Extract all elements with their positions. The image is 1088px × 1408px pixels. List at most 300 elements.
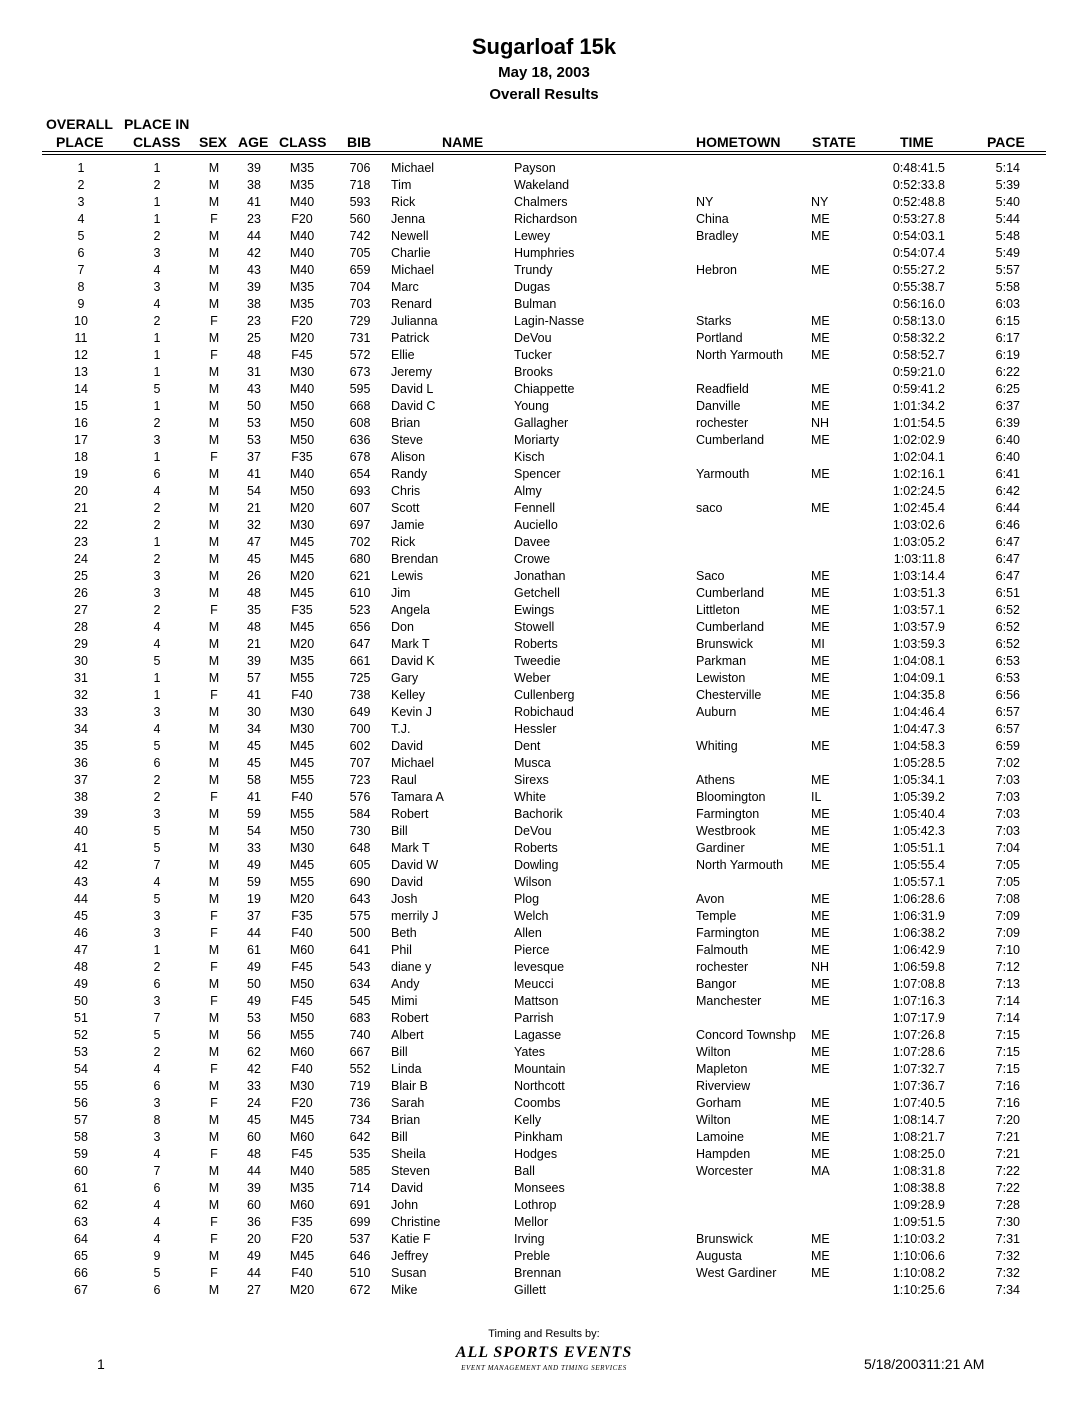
cell-hometown: rochester	[696, 416, 749, 430]
cell-bib: 680	[349, 552, 371, 566]
cell-class: M60	[289, 1130, 315, 1144]
cell-age: 58	[247, 773, 261, 787]
table-row	[0, 194, 1088, 211]
table-row	[0, 398, 1088, 415]
cell-age: 44	[247, 229, 261, 243]
table-row	[0, 1282, 1088, 1299]
cell-class: M30	[289, 705, 315, 719]
cell-sex: F	[210, 314, 218, 328]
cell-time: 0:58:13.0	[892, 314, 945, 328]
cell-place: 26	[74, 586, 88, 600]
cell-time: 1:08:25.0	[892, 1147, 945, 1161]
cell-pace: 7:22	[995, 1181, 1020, 1195]
cell-last-name: Mountain	[514, 1062, 566, 1076]
cell-time: 1:06:28.6	[892, 892, 945, 906]
cell-sex: M	[208, 1164, 220, 1178]
col-header-age: AGE	[238, 134, 269, 150]
cell-class-place: 1	[153, 535, 161, 549]
cell-place: 11	[74, 331, 88, 345]
cell-age: 20	[247, 1232, 261, 1246]
table-row	[0, 551, 1088, 568]
cell-bib: 634	[349, 977, 371, 991]
cell-last-name: Allen	[514, 926, 542, 940]
cell-class-place: 3	[153, 569, 161, 583]
cell-sex: M	[208, 229, 220, 243]
cell-time: 0:52:48.8	[892, 195, 945, 209]
cell-sex: M	[208, 1079, 220, 1093]
cell-time: 0:59:41.2	[892, 382, 945, 396]
brand-tagline: EVENT MANAGEMENT AND TIMING SERVICES	[461, 1364, 627, 1372]
cell-pace: 6:42	[995, 484, 1020, 498]
cell-first-name: Angela	[391, 603, 430, 617]
cell-hometown: Manchester	[696, 994, 762, 1008]
cell-pace: 7:03	[995, 824, 1020, 838]
cell-class: M30	[289, 722, 315, 736]
cell-bib: 537	[349, 1232, 371, 1246]
cell-state: ME	[811, 1147, 830, 1161]
cell-time: 0:58:52.7	[892, 348, 945, 362]
cell-bib: 510	[349, 1266, 371, 1280]
cell-time: 1:07:17.9	[892, 1011, 945, 1025]
cell-first-name: Steve	[391, 433, 423, 447]
cell-bib: 704	[349, 280, 371, 294]
cell-bib: 500	[349, 926, 371, 940]
cell-pace: 6:37	[995, 399, 1020, 413]
cell-time: 1:06:59.8	[892, 960, 945, 974]
table-row	[0, 1112, 1088, 1129]
timing-credit: Timing and Results by:	[488, 1328, 600, 1340]
table-row	[0, 1248, 1088, 1265]
cell-pace: 5:14	[995, 161, 1020, 175]
cell-first-name: Randy	[391, 467, 428, 481]
cell-age: 43	[247, 263, 261, 277]
cell-class: M40	[289, 263, 315, 277]
cell-class: F35	[291, 1215, 313, 1229]
cell-place: 41	[74, 841, 88, 855]
cell-last-name: Young	[514, 399, 549, 413]
col-header-place-in: PLACE IN	[124, 116, 190, 132]
cell-pace: 6:40	[995, 433, 1020, 447]
cell-age: 38	[247, 297, 261, 311]
cell-class-place: 7	[153, 1164, 161, 1178]
table-row	[0, 1265, 1088, 1282]
cell-pace: 7:15	[995, 1045, 1020, 1059]
cell-age: 41	[247, 688, 261, 702]
cell-bib: 545	[349, 994, 371, 1008]
cell-first-name: Bill	[391, 1045, 408, 1059]
table-row	[0, 585, 1088, 602]
cell-bib: 718	[349, 178, 371, 192]
cell-age: 61	[247, 943, 261, 957]
cell-class-place: 1	[153, 161, 161, 175]
cell-first-name: Jenna	[391, 212, 426, 226]
cell-class-place: 3	[153, 705, 161, 719]
cell-class-place: 3	[153, 433, 161, 447]
cell-class: M55	[289, 875, 315, 889]
cell-age: 48	[247, 586, 261, 600]
cell-hometown: Bangor	[696, 977, 737, 991]
cell-pace: 5:49	[995, 246, 1020, 260]
cell-first-name: Robert	[391, 807, 429, 821]
cell-place: 8	[77, 280, 85, 294]
cell-last-name: Pierce	[514, 943, 550, 957]
cell-last-name: Brooks	[514, 365, 553, 379]
cell-bib: 602	[349, 739, 371, 753]
cell-bib: 678	[349, 450, 371, 464]
cell-bib: 723	[349, 773, 371, 787]
cell-first-name: Linda	[391, 1062, 422, 1076]
cell-sex: M	[208, 977, 220, 991]
cell-place: 62	[74, 1198, 88, 1212]
cell-time: 1:06:42.9	[892, 943, 945, 957]
cell-pace: 7:09	[995, 909, 1020, 923]
cell-class: M20	[289, 569, 315, 583]
cell-time: 1:07:32.7	[892, 1062, 945, 1076]
cell-hometown: saco	[696, 501, 723, 515]
cell-class-place: 7	[153, 858, 161, 872]
cell-class: M45	[289, 586, 315, 600]
cell-state: ME	[811, 467, 830, 481]
cell-first-name: Michael	[391, 756, 435, 770]
cell-time: 1:02:24.5	[892, 484, 945, 498]
cell-last-name: Sirexs	[514, 773, 549, 787]
cell-place: 10	[74, 314, 88, 328]
cell-pace: 6:47	[995, 552, 1020, 566]
cell-place: 31	[74, 671, 88, 685]
cell-class-place: 6	[153, 467, 161, 481]
cell-class-place: 3	[153, 926, 161, 940]
table-row	[0, 1197, 1088, 1214]
cell-time: 1:05:34.1	[892, 773, 945, 787]
cell-class: M45	[289, 535, 315, 549]
cell-last-name: Payson	[514, 161, 556, 175]
cell-pace: 6:47	[995, 535, 1020, 549]
cell-place: 36	[74, 756, 88, 770]
cell-class-place: 1	[153, 365, 161, 379]
cell-pace: 7:14	[995, 1011, 1020, 1025]
cell-state: ME	[811, 909, 830, 923]
cell-time: 1:10:08.2	[892, 1266, 945, 1280]
cell-class-place: 4	[153, 875, 161, 889]
cell-last-name: Lagasse	[514, 1028, 562, 1042]
cell-first-name: David K	[391, 654, 435, 668]
table-row	[0, 976, 1088, 993]
cell-state: ME	[811, 569, 830, 583]
table-row	[0, 160, 1088, 177]
cell-state: ME	[811, 858, 830, 872]
cell-bib: 643	[349, 892, 371, 906]
cell-hometown: Portland	[696, 331, 743, 345]
cell-bib: 593	[349, 195, 371, 209]
cell-class: M30	[289, 841, 315, 855]
cell-place: 53	[74, 1045, 88, 1059]
cell-pace: 7:03	[995, 807, 1020, 821]
cell-time: 1:03:59.3	[892, 637, 945, 651]
cell-time: 1:08:21.7	[892, 1130, 945, 1144]
cell-time: 1:10:03.2	[892, 1232, 945, 1246]
cell-age: 49	[247, 1249, 261, 1263]
cell-sex: M	[208, 178, 220, 192]
cell-sex: M	[208, 722, 220, 736]
cell-class: M50	[289, 433, 315, 447]
cell-class: M40	[289, 1164, 315, 1178]
cell-time: 1:03:05.2	[892, 535, 945, 549]
cell-age: 42	[247, 1062, 261, 1076]
cell-age: 38	[247, 178, 261, 192]
table-row	[0, 313, 1088, 330]
cell-class-place: 4	[153, 722, 161, 736]
cell-sex: M	[208, 858, 220, 872]
cell-place: 19	[74, 467, 88, 481]
cell-hometown: rochester	[696, 960, 749, 974]
cell-sex: M	[208, 569, 220, 583]
cell-class: M50	[289, 977, 315, 991]
cell-first-name: Newell	[391, 229, 429, 243]
cell-class-place: 6	[153, 1079, 161, 1093]
cell-bib: 738	[349, 688, 371, 702]
cell-time: 1:05:55.4	[892, 858, 945, 872]
cell-first-name: Phil	[391, 943, 412, 957]
cell-place: 63	[74, 1215, 88, 1229]
cell-bib: 610	[349, 586, 371, 600]
cell-last-name: Spencer	[514, 467, 561, 481]
cell-class-place: 6	[153, 756, 161, 770]
cell-bib: 705	[349, 246, 371, 260]
cell-last-name: Lagin-Nasse	[514, 314, 585, 328]
col-header-bib: BIB	[347, 134, 372, 150]
cell-state: ME	[811, 688, 830, 702]
table-row	[0, 432, 1088, 449]
cell-first-name: Chris	[391, 484, 421, 498]
cell-class: M45	[289, 552, 315, 566]
cell-state: ME	[811, 1113, 830, 1127]
cell-class-place: 2	[153, 552, 161, 566]
cell-class-place: 1	[153, 331, 161, 345]
table-row	[0, 619, 1088, 636]
cell-sex: M	[208, 671, 220, 685]
cell-pace: 6:25	[995, 382, 1020, 396]
cell-state: ME	[811, 773, 830, 787]
cell-first-name: Susan	[391, 1266, 427, 1280]
cell-class: F45	[291, 960, 313, 974]
cell-last-name: Preble	[514, 1249, 551, 1263]
cell-pace: 6:40	[995, 450, 1020, 464]
cell-class: F20	[291, 1232, 313, 1246]
cell-pace: 6:41	[995, 467, 1020, 481]
cell-last-name: Yates	[514, 1045, 546, 1059]
cell-bib: 707	[349, 756, 371, 770]
cell-place: 50	[74, 994, 88, 1008]
cell-bib: 607	[349, 501, 371, 515]
cell-first-name: David C	[391, 399, 436, 413]
cell-first-name: Lewis	[391, 569, 423, 583]
cell-last-name: Kisch	[514, 450, 545, 464]
cell-last-name: Mattson	[514, 994, 559, 1008]
cell-bib: 697	[349, 518, 371, 532]
cell-last-name: Irving	[514, 1232, 545, 1246]
cell-age: 31	[247, 365, 261, 379]
cell-hometown: Worcester	[696, 1164, 753, 1178]
cell-age: 54	[247, 484, 261, 498]
cell-sex: F	[210, 790, 218, 804]
cell-state: ME	[811, 739, 830, 753]
table-row	[0, 211, 1088, 228]
table-row	[0, 1129, 1088, 1146]
cell-class: M40	[289, 246, 315, 260]
cell-time: 1:06:31.9	[892, 909, 945, 923]
cell-class-place: 6	[153, 1283, 161, 1297]
cell-last-name: Dowling	[514, 858, 559, 872]
table-row	[0, 687, 1088, 704]
cell-sex: F	[210, 450, 218, 464]
cell-pace: 6:59	[995, 739, 1020, 753]
cell-hometown: Littleton	[696, 603, 740, 617]
cell-pace: 5:48	[995, 229, 1020, 243]
cell-time: 1:08:14.7	[892, 1113, 945, 1127]
cell-age: 49	[247, 994, 261, 1008]
cell-pace: 6:52	[995, 637, 1020, 651]
cell-bib: 552	[349, 1062, 371, 1076]
cell-class-place: 1	[153, 450, 161, 464]
cell-place: 7	[77, 263, 85, 277]
cell-place: 13	[74, 365, 88, 379]
cell-age: 44	[247, 1164, 261, 1178]
cell-sex: M	[208, 382, 220, 396]
cell-age: 47	[247, 535, 261, 549]
cell-time: 1:07:28.6	[892, 1045, 945, 1059]
col-header-pace: PACE	[987, 134, 1025, 150]
cell-class: M45	[289, 858, 315, 872]
cell-last-name: Monsees	[514, 1181, 565, 1195]
table-row	[0, 874, 1088, 891]
cell-time: 1:10:25.6	[892, 1283, 945, 1297]
page-title: Sugarloaf 15k	[471, 34, 617, 59]
cell-time: 1:04:47.3	[892, 722, 945, 736]
cell-state: ME	[811, 943, 830, 957]
cell-first-name: diane y	[391, 960, 432, 974]
cell-class-place: 2	[153, 773, 161, 787]
cell-class: M20	[289, 1283, 315, 1297]
cell-sex: M	[208, 399, 220, 413]
cell-hometown: China	[696, 212, 729, 226]
cell-sex: M	[208, 1283, 220, 1297]
cell-place: 46	[74, 926, 88, 940]
cell-hometown: West Gardiner	[696, 1266, 777, 1280]
cell-sex: F	[210, 688, 218, 702]
cell-state: ME	[811, 824, 830, 838]
table-row	[0, 1061, 1088, 1078]
cell-sex: M	[208, 331, 220, 345]
cell-place: 67	[74, 1283, 88, 1297]
cell-sex: M	[208, 246, 220, 260]
cell-last-name: Ball	[514, 1164, 535, 1178]
table-row	[0, 772, 1088, 789]
cell-sex: M	[208, 739, 220, 753]
cell-pace: 5:44	[995, 212, 1020, 226]
cell-hometown: Chesterville	[696, 688, 762, 702]
cell-time: 1:02:02.9	[892, 433, 945, 447]
cell-age: 44	[247, 926, 261, 940]
cell-age: 36	[247, 1215, 261, 1229]
cell-last-name: Almy	[514, 484, 542, 498]
cell-bib: 700	[349, 722, 371, 736]
cell-age: 30	[247, 705, 261, 719]
cell-class-place: 1	[153, 195, 161, 209]
cell-age: 44	[247, 1266, 261, 1280]
cell-class-place: 1	[153, 943, 161, 957]
table-row	[0, 891, 1088, 908]
cell-age: 60	[247, 1130, 261, 1144]
cell-first-name: T.J.	[391, 722, 411, 736]
cell-last-name: Getchell	[514, 586, 560, 600]
cell-place: 12	[74, 348, 88, 362]
cell-state: ME	[811, 399, 830, 413]
cell-bib: 585	[349, 1164, 371, 1178]
col-header-sex: SEX	[199, 134, 228, 150]
cell-bib: 642	[349, 1130, 371, 1144]
cell-sex: M	[208, 1113, 220, 1127]
cell-first-name: Andy	[391, 977, 420, 991]
cell-sex: F	[210, 1215, 218, 1229]
cell-last-name: Wilson	[514, 875, 552, 889]
cell-age: 41	[247, 467, 261, 481]
cell-state: NH	[811, 960, 830, 974]
cell-first-name: Jim	[391, 586, 411, 600]
cell-time: 0:58:32.2	[892, 331, 945, 345]
cell-first-name: Raul	[391, 773, 417, 787]
cell-sex: M	[208, 535, 220, 549]
cell-bib: 647	[349, 637, 371, 651]
cell-sex: M	[208, 1045, 220, 1059]
cell-bib: 575	[349, 909, 371, 923]
cell-place: 16	[74, 416, 88, 430]
cell-bib: 576	[349, 790, 371, 804]
cell-sex: M	[208, 433, 220, 447]
cell-state: ME	[811, 1028, 830, 1042]
cell-place: 45	[74, 909, 88, 923]
cell-state: ME	[811, 926, 830, 940]
cell-place: 21	[74, 501, 88, 515]
cell-class: M45	[289, 1249, 315, 1263]
cell-class: M35	[289, 280, 315, 294]
cell-sex: M	[208, 1249, 220, 1263]
cell-hometown: Riverview	[696, 1079, 751, 1093]
cell-sex: M	[208, 263, 220, 277]
cell-time: 1:07:36.7	[892, 1079, 945, 1093]
cell-state: ME	[811, 654, 830, 668]
cell-age: 49	[247, 960, 261, 974]
cell-age: 59	[247, 807, 261, 821]
cell-time: 1:05:28.5	[892, 756, 945, 770]
cell-class-place: 2	[153, 960, 161, 974]
cell-class-place: 2	[153, 1045, 161, 1059]
cell-class-place: 2	[153, 501, 161, 515]
cell-first-name: Brendan	[391, 552, 439, 566]
cell-first-name: Mike	[391, 1283, 418, 1297]
cell-bib: 572	[349, 348, 371, 362]
cell-class-place: 3	[153, 246, 161, 260]
cell-age: 45	[247, 739, 261, 753]
cell-first-name: David	[391, 875, 423, 889]
table-row	[0, 925, 1088, 942]
cell-hometown: Brunswick	[696, 637, 753, 651]
cell-place: 43	[74, 875, 88, 889]
header-rule-bottom	[42, 154, 1046, 155]
cell-bib: 730	[349, 824, 371, 838]
cell-pace: 7:15	[995, 1028, 1020, 1042]
cell-place: 56	[74, 1096, 88, 1110]
cell-last-name: Kelly	[514, 1113, 542, 1127]
